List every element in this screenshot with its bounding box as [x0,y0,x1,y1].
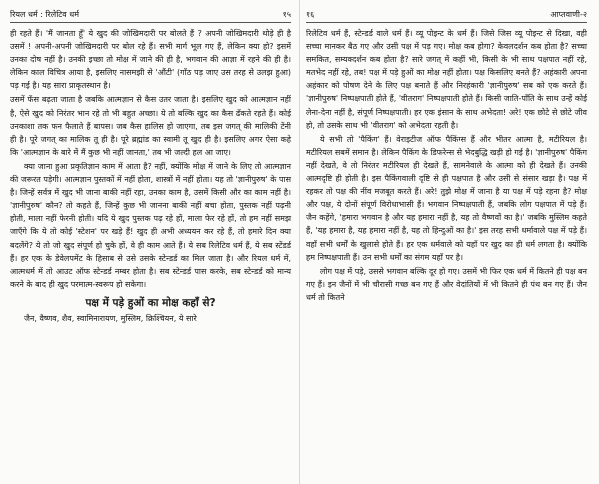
paragraph: उसमें फँस बढ़ता जाता है जबकि आत्मज्ञान से कैस उतर जाता है। इसलिए खुद को आत्मज्ञान नहीं है, ऐसे खुद को निरंतर भान रहे तो भी बहुत अच्छा। ये तो बल्कि खुद का कैस ढँकते रहते हैं। कोई उनकाशा तक फन फैलाते हैं बापस। जब कैस हालिस हो जाएगा, तब इस जगत् की मालिकी टेंनी ही है। पूरे जगत् का मालिक तू ही है। पूरे ब्रह्मांड का स्वामी तू खुद ही है। इसलिए अगर ऐसा कहे कि 'आत्मज्ञान के बारे में मैं कुछ भी नहीं जानता,' तब भी जल्दी हल आ जाए। [10,95,291,157]
paragraph: लोग पक्ष में पड़े, उससे भगवान बल्कि दूर हो गए। उसमें भी फिर एक धर्म में कितने ही पक्ष बन गए हैं। इन जैनों में भी चौरासी गच्छ बन गए हैं और वेदांतियों में भी कितने ही पंथ बन गए हैं। जैन धर्म तो कितने [306,266,587,302]
running-title: आप्तवाणी-२ [550,10,587,19]
paragraph: रिलेटिव धर्म हैं, स्टेन्डर्ड वाले धर्म हैं। व्यू पोइन्ट के धर्म हैं। जिसे जिस व्यू पोइन्ट से दिखा, वही सच्चा मानकर बैठ गए और उसी पक्ष में पड़ गए। मोक्ष कब होगा? केवलदर्शन कब होता है? सच्चा समकित, सम्यक्दर्शन कब होता है? सारे जगत् में कहीं भी, किसी के भी साथ पक्षपात नहीं रहे, मतभेद नहीं रहे, तब! पक्ष में पड़े हुओं का मोक्ष नहीं होता। पक्ष किसलिए बनते हैं? अहंकारी अपना अहंकार को पोषण देने के लिए पक्ष बनाते हैं और निरहंकारी 'ज्ञानीपुरुष' सब को एक करते हैं। 'ज्ञानीपुरुष' निष्पक्षपाती होते हैं, 'वीतराग' निष्पक्षपाती होते हैं। किसी जाति-पाँति के साथ उन्हें कोई लेना-देना नहीं है, संपूर्ण निष्पक्षपाती। हर एक इंसान के साथ अभेदता! अरे! एक छोटे से छोटे जीव हो, तो उसके साथ भी 'वीतराग' को अभेदता रहती है। [306,29,587,130]
paragraph: क्या जाना हुआ प्रकृतिज्ञान काम में आता है? नहीं, क्योंकि मोक्ष में जाने के लिए तो आत्मज्ञान की जरूरत पड़ेगी। आत्मज्ञान पुस्तकों में नहीं होता, शास्त्रों में नहीं होता। यह तो 'ज्ञानीपुरुष' के पास है। जिन्हें सर्वत्र में खुद भी जाना बाकी नहीं रहा, उनका काम है, उसमें किसी और का काम नहीं है। 'ज्ञानीपुरुष' कौन? तो कहते हैं, जिन्हें कुछ भी जानना बाकी नहीं बचा होता, पुस्तक नहीं पढ़नी होती, माला नहीं फेरनी होती। यदि ये खुद पुस्तक पढ़ रहे हों, माला फेर रहे हों, तो हम नहीं समझ जाएँगे कि ये तो कोई 'स्टेशन' पर खड़े हैं! खुद ही अभी अध्ययन कर रहे हैं, तो हमारे दिन क्या बदलेंगे? ये तो जो खुद संपूर्ण हो चुके हों, वे ही काम आते हैं। ये सब रिलेटिव धर्म हैं, ये सब स्टेंडर्ड हैं। हर एक के डेवेलपमेंट के हिसाब से उसे उसके स्टेन्डर्ड का मिल जाता है। और रियल धर्म में, आत्मधर्म में तो आउट ऑफ स्टेन्डर्ड नम्बर होता है। सब स्टेन्डर्ड पास करके, सब स्टेन्डर्ड को मान्य करने के बाद ही खुद परमात्म-स्वरूप हो सकेगा। [10,161,291,289]
section-heading: पक्ष में पड़े हुओं का मोक्ष कहाँ से? [85,296,216,309]
page-number: १६ [306,10,315,19]
paragraph: जैन, वैष्णव, शैव, स्वामिनारायण, मुस्लिम, क्रिश्चियन, ये सारे [24,313,197,323]
left-page-body [10,27,291,325]
left-running-header [10,8,291,23]
right-page-body [306,27,587,304]
running-title: रियल धर्म : रिलेटिव धर्म [10,10,80,19]
left-page [0,0,299,484]
page-number: १५ [282,10,291,19]
paragraph: ही रहते हैं। 'मैं जानता हूँ' ये खुद की जोखिमदारी पर बोलते हैं ? अपनी जोखिमदारी थोड़े ही है उसमें ! अपनी-अपनी जोखिमदारी पर बोल रहे हैं। सभी मार्ग भूल गए हैं, लेकिन क्या हो? इसमें उनका दोष नहीं है। उनकी इच्छा तो मोक्ष में जाने की ही है, भगवान की आज्ञा में रहने की ही है। लेकिन काल विचित्र आया है, इसलिए नासमझी से 'औंटी' (गाँठ पड़ जाए उस तरह से उलझ हुआ) पड़ गई है। यह सारा प्राकृतस्थान है। [10,29,291,91]
right-running-header [306,8,587,23]
right-page [300,0,599,484]
paragraph: ये सभी तो 'पैकिंग' हैं। वेराइटीज ऑफ पैकिंग्स हैं और भीतर आत्मा है, मटीरियल है। मटीरियल सबमें समान है। लेकिन पैकिंग के डिफरेन्स से भेदबुद्धि खड़ी हो गई है। 'ज्ञानीपुरुष' पैकिंग नहीं देखते, वे तो निरंतर मटीरियल ही देखते हैं, सामनेवाले के आत्मा को ही देखते हैं। उनकी आत्मदृष्टि ही होती है। इस पैकिंगवाली दृष्टि से ही पक्षपात है और उसी से संसार खड़ा है। पक्ष में रहकर तो पक्ष की नींव मजबूत करते हैं। अरे! तुझे मोक्ष में जाना है या पक्ष में पड़े रहना है? मोक्ष और पक्ष, ये दोनों संपूर्ण विरोधाभासी हैं। भगवान निष्पक्षपाती हैं, जबकि लोग पक्षपात में पड़े हैं। जैन कहेंगे, 'हमारा भगवान है और यह हमारा नहीं है, यह तो वैष्णवों का है।' जबकि मुस्लिम कहते हैं, 'यह हमारा है, यह हमारा नहीं है, यह तो हिन्दुओं का है।' इस तरह सभी धर्मावाले पक्ष में पड़े हैं। वहाँ सभी धर्मों के खुलासे होते हैं। हर एक धर्मवाले को यहाँ पर खुद का ही धर्म लगता है। क्योंकि हम निष्पक्षपाती हैं। उन सभी धर्मों का संगम यहाँ पर है। [306,134,588,262]
